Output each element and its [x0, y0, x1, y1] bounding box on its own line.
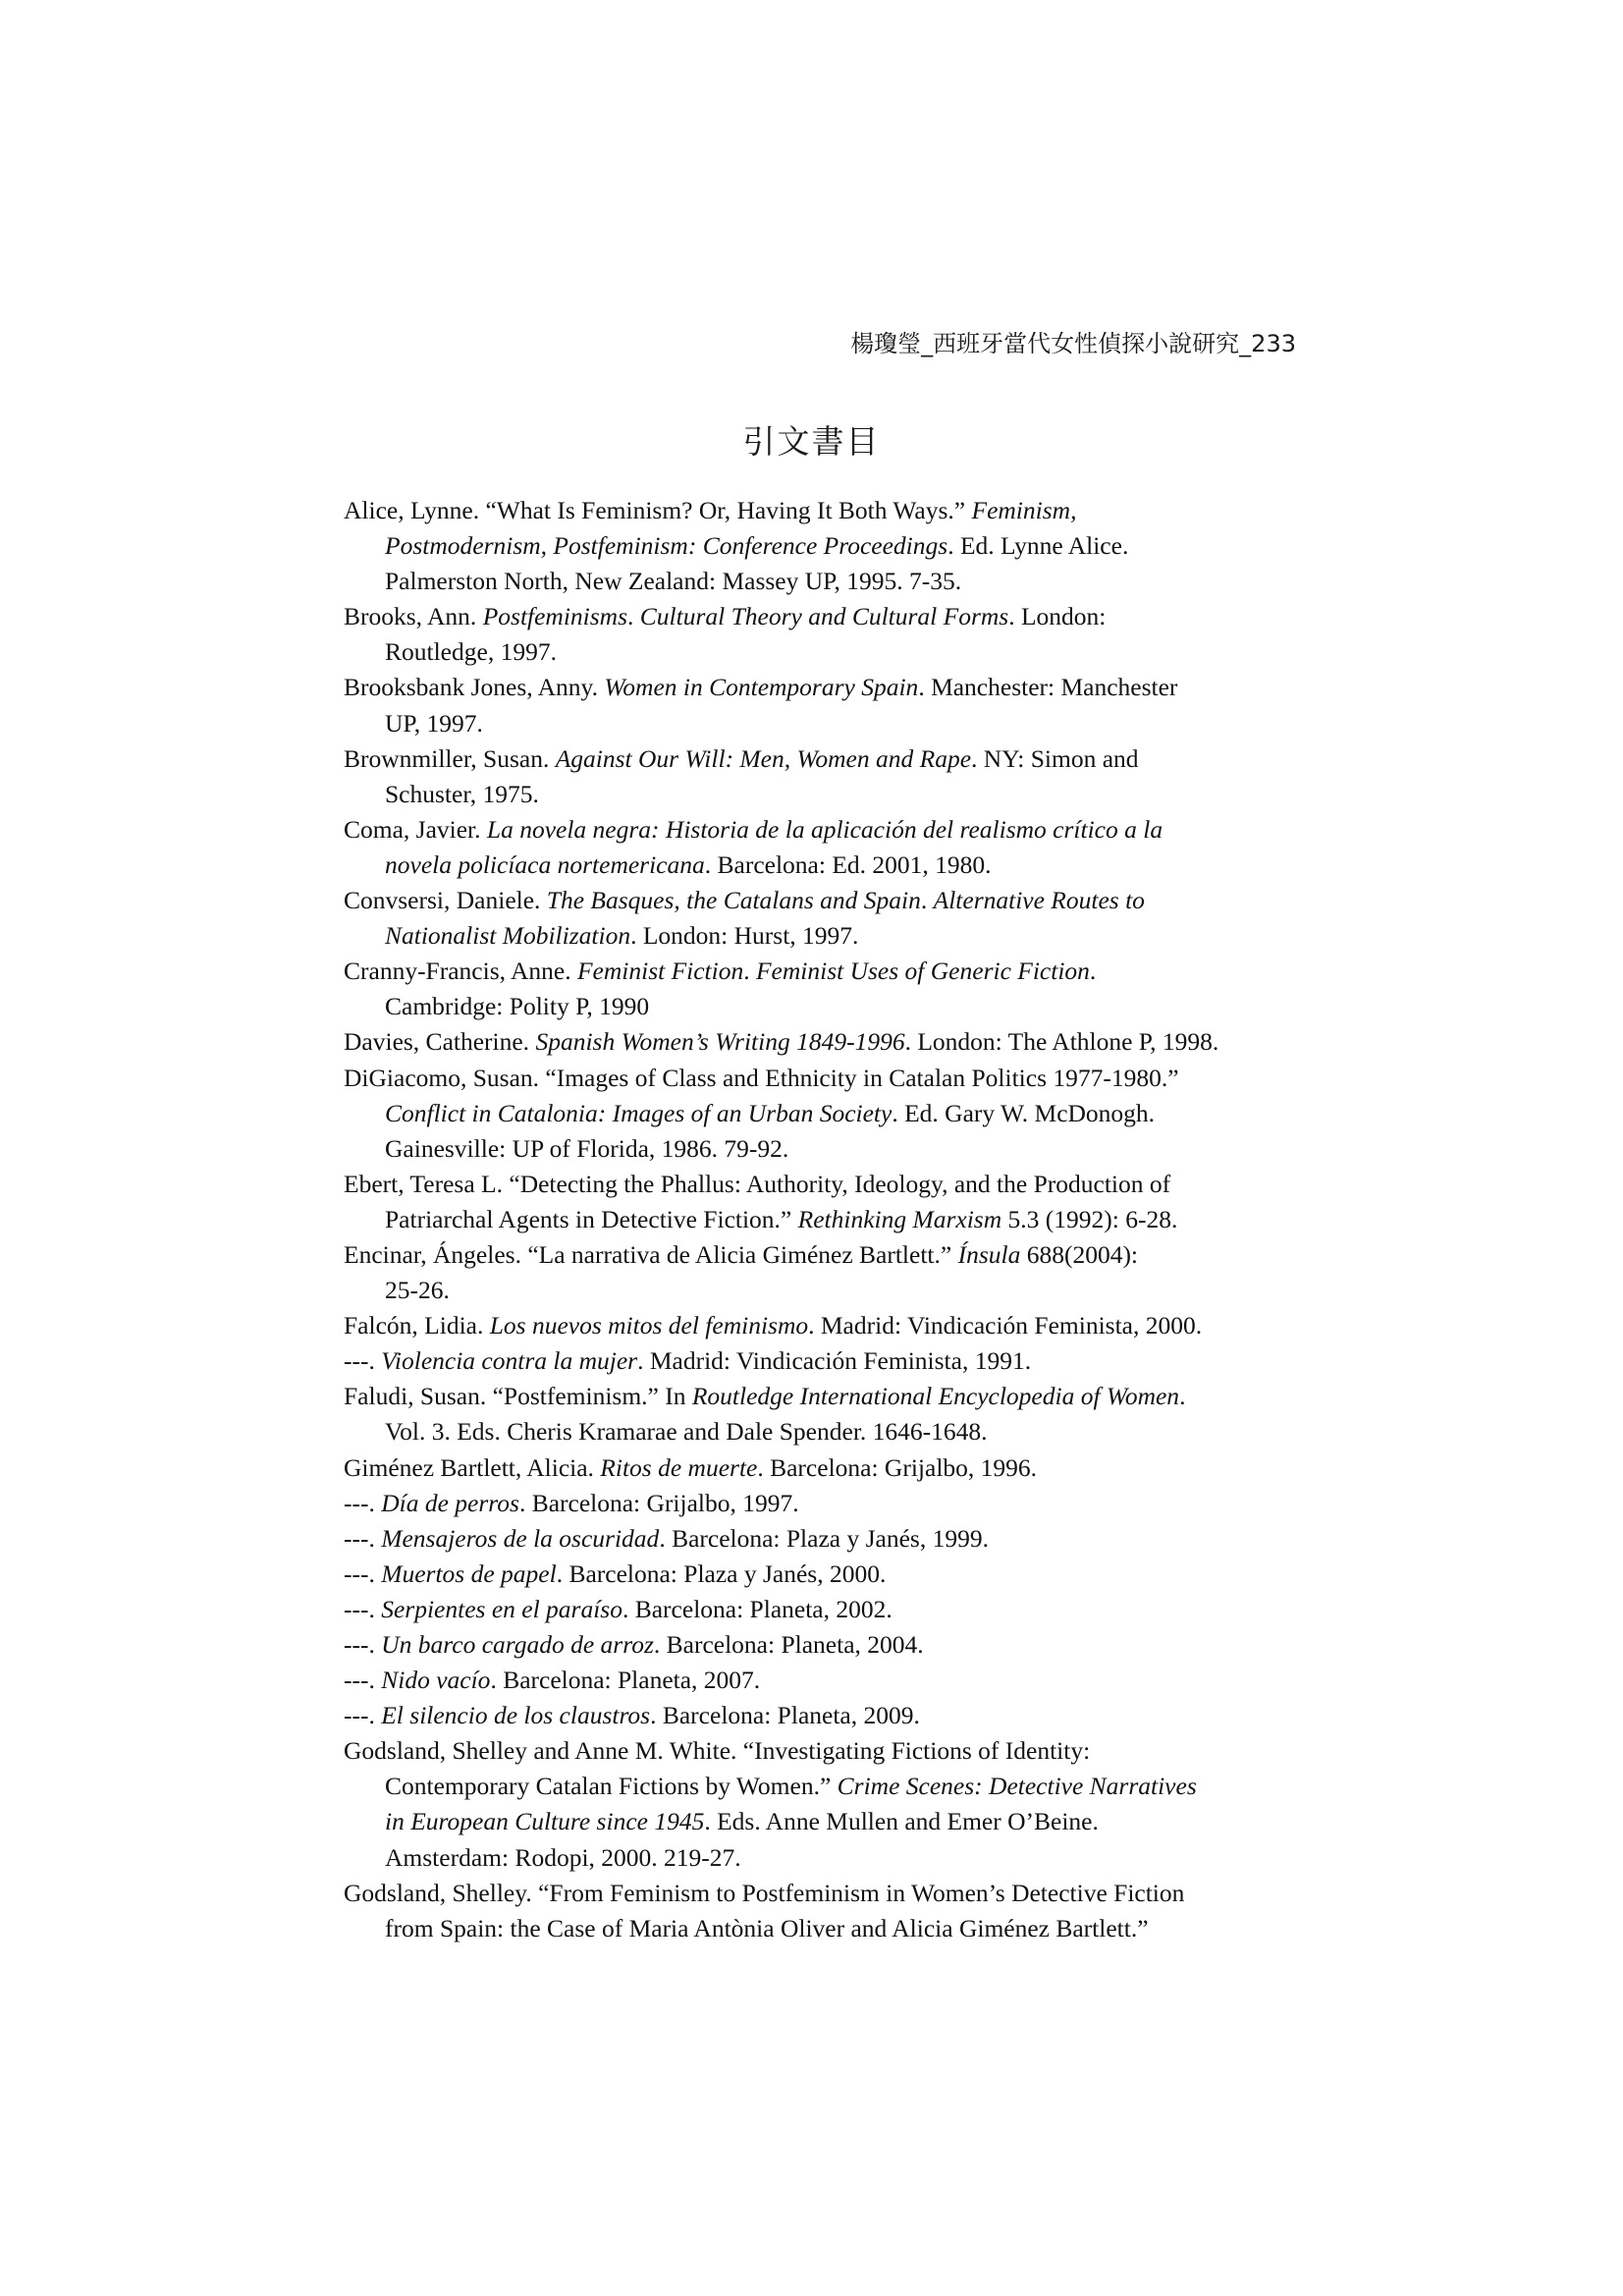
- citation-text: Alice, Lynne. “What Is Feminism? Or, Having It Both Ways.”: [344, 496, 972, 524]
- bibliography-entry: [344, 599, 1291, 670]
- citation-text: Palmerston North, New Zealand: Massey UP, 1995. 7-35.: [385, 567, 962, 596]
- citation-text: . Barcelona: Planeta, 2009.: [650, 1701, 920, 1730]
- citation-text: Godsland, Shelley. “From Feminism to Postfeminism in Women’s Detective Fiction: [344, 1878, 1185, 1907]
- entry-line: [344, 744, 1139, 773]
- italic-title-text: Alternative Routes to: [933, 886, 1145, 915]
- bibliography-entry: [344, 1627, 1291, 1663]
- italic-title-text: Crime Scenes: Detective Narratives: [837, 1772, 1197, 1801]
- entry-line: [344, 1879, 1184, 1907]
- bibliography-entry: [344, 1876, 1291, 1946]
- italic-title-text: Postmodernism, Postfeminism: Conference Proceedings: [385, 531, 948, 561]
- bibliography-entry: [344, 670, 1291, 740]
- citation-text: 5.3 (1992): 6-28.: [1001, 1204, 1178, 1233]
- bibliography-entry: [344, 883, 1291, 954]
- italic-title-text: Ínsula: [957, 1239, 1021, 1269]
- italic-title-text: Nationalist Mobilization: [385, 921, 631, 951]
- entry-line: [385, 1807, 1099, 1835]
- entry-line: [385, 1914, 1149, 1942]
- bibliography-entry: [344, 1698, 1291, 1733]
- italic-title-text: The Basques, the Catalans and Spain: [546, 886, 921, 915]
- entry-line: [344, 1489, 799, 1517]
- entry-line: [344, 1736, 1090, 1765]
- italic-title-text: Rethinking Marxism: [797, 1204, 1002, 1233]
- entry-line: [385, 1134, 788, 1163]
- entry-line: [385, 1417, 988, 1446]
- italic-title-text: Routledge International Encyclopedia of Women: [691, 1382, 1180, 1411]
- italic-title-text: Un barco cargado de arroz: [381, 1630, 654, 1659]
- entry-line: [385, 1772, 1197, 1800]
- citation-text: Falcón, Lidia.: [344, 1311, 490, 1340]
- citation-text: . London: Hurst, 1997.: [630, 921, 859, 951]
- citation-text: . London: The Athlone P, 1998.: [904, 1027, 1219, 1057]
- italic-title-text: Muertos de papel: [381, 1558, 557, 1588]
- citation-text: 688(2004):: [1020, 1239, 1139, 1269]
- citation-text: Brownmiller, Susan.: [344, 743, 556, 773]
- entry-line: [344, 1064, 1179, 1092]
- bibliography-entry: [344, 1167, 1291, 1237]
- entry-line: [385, 637, 557, 666]
- bibliography-entry: [344, 812, 1291, 883]
- citation-text: Schuster, 1975.: [385, 779, 539, 808]
- citation-text: Amsterdam: Rodopi, 2000. 219-27.: [385, 1842, 741, 1872]
- entry-line: [385, 780, 539, 808]
- entry-line: [385, 992, 649, 1020]
- bibliography-entry: [344, 954, 1291, 1024]
- citation-text: . Madrid: Vindicación Feminista, 1991.: [637, 1346, 1032, 1376]
- citation-text: . Barcelona: Plaza y Janés, 1999.: [659, 1523, 989, 1553]
- citation-text: Brooksbank Jones, Anny.: [344, 673, 605, 702]
- citation-text: .: [743, 957, 756, 986]
- italic-title-text: Cultural Theory and Cultural Forms: [639, 602, 1009, 631]
- italic-title-text: Nido vacío: [381, 1666, 491, 1695]
- citation-text: . Barcelona: Ed. 2001, 1980.: [704, 849, 992, 879]
- citation-text: . Manchester: Manchester: [918, 673, 1178, 702]
- entry-line: [344, 673, 1177, 701]
- entry-line: [344, 602, 1106, 630]
- italic-title-text: Women in Contemporary Spain: [604, 673, 919, 702]
- italic-title-text: Feminist Uses of Generic Fiction: [755, 957, 1090, 986]
- bibliography-entry: [344, 1379, 1291, 1449]
- citation-text: .: [1089, 957, 1097, 986]
- italic-title-text: Feminism,: [971, 496, 1077, 524]
- citation-text: from Spain: the Case of Maria Antònia Oliver and Alicia Giménez Bartlett.”: [385, 1913, 1149, 1942]
- entry-line: [344, 1346, 1031, 1375]
- citation-text: . Ed. Lynne Alice.: [947, 531, 1129, 561]
- citation-text: Vol. 3. Eds. Cheris Kramarae and Dale Spender. 1646-1648.: [385, 1417, 988, 1447]
- citation-text: . Barcelona: Grijalbo, 1996.: [757, 1452, 1038, 1482]
- citation-text: ---.: [344, 1558, 382, 1588]
- citation-text: Faludi, Susan. “Postfeminism.” In: [344, 1382, 692, 1411]
- italic-title-text: Feminist Fiction: [576, 957, 744, 986]
- entry-line: [385, 1276, 450, 1304]
- entry-line: [344, 1595, 893, 1623]
- citation-text: ---.: [344, 1701, 382, 1730]
- entry-line: [344, 1382, 1185, 1410]
- citation-text: .: [627, 602, 640, 631]
- bibliography-entry: [344, 1521, 1291, 1557]
- bibliography-entry: [344, 1486, 1291, 1521]
- bibliography-list: [344, 493, 1291, 1946]
- citation-text: . Ed. Gary W. McDonogh.: [892, 1098, 1156, 1127]
- entry-line: [344, 1170, 1170, 1198]
- italic-title-text: novela policíaca nortemericana: [385, 849, 705, 879]
- bibliography-entry: [344, 493, 1291, 599]
- italic-title-text: Mensajeros de la oscuridad: [381, 1523, 660, 1553]
- italic-title-text: Violencia contra la mujer: [381, 1346, 638, 1376]
- entry-line: [344, 1559, 886, 1588]
- entry-line: [344, 886, 1145, 914]
- bibliography-entry: [344, 741, 1291, 812]
- citation-text: Patriarchal Agents in Detective Fiction.”: [385, 1204, 798, 1233]
- page-title: 引文書目: [742, 422, 881, 461]
- citation-text: .: [920, 886, 934, 915]
- bibliography-entry: [344, 1733, 1291, 1875]
- citation-text: UP, 1997.: [385, 708, 483, 738]
- entry-line: [385, 1843, 741, 1872]
- italic-title-text: Ritos de muerte: [600, 1452, 758, 1482]
- citation-text: Encinar, Ángeles. “La narrativa de Alicia Giménez Bartlett.”: [344, 1239, 958, 1269]
- italic-title-text: Serpientes en el paraíso: [381, 1594, 622, 1623]
- italic-title-text: Postfeminisms: [482, 602, 628, 631]
- entry-line: [385, 567, 961, 595]
- entry-line: [344, 496, 1076, 524]
- italic-title-text: Día de perros: [381, 1488, 519, 1517]
- citation-text: Giménez Bartlett, Alicia.: [344, 1452, 601, 1482]
- entry-line: [344, 1311, 1202, 1339]
- citation-text: Davies, Catherine.: [344, 1027, 536, 1057]
- entry-line: [344, 1701, 920, 1729]
- citation-text: . Barcelona: Plaza y Janés, 2000.: [556, 1558, 887, 1588]
- italic-title-text: Against Our Will: Men, Women and Rape: [555, 743, 972, 773]
- citation-text: Cranny-Francis, Anne.: [344, 957, 577, 986]
- citation-text: ---.: [344, 1523, 382, 1553]
- italic-title-text: Conflict in Catalonia: Images of an Urban Society: [385, 1098, 893, 1127]
- citation-text: ---.: [344, 1346, 382, 1376]
- entry-line: [385, 709, 483, 738]
- bibliography-entry: [344, 1450, 1291, 1486]
- entry-line: [344, 1666, 760, 1694]
- citation-text: ---.: [344, 1488, 382, 1517]
- bibliography-entry: [344, 1557, 1291, 1592]
- entry-line: [344, 957, 1096, 985]
- citation-text: Ebert, Teresa L. “Detecting the Phallus: Authority, Ideology, and the Production of: [344, 1169, 1171, 1198]
- entry-line: [385, 1099, 1155, 1127]
- citation-text: .: [1179, 1382, 1186, 1411]
- entry-line: [344, 1630, 924, 1659]
- citation-text: Brooks, Ann.: [344, 602, 483, 631]
- bibliography-entry: [344, 1061, 1291, 1167]
- citation-text: Gainesville: UP of Florida, 1986. 79-92.: [385, 1133, 789, 1163]
- citation-text: Godsland, Shelley and Anne M. White. “Investigating Fictions of Identity:: [344, 1736, 1091, 1766]
- entry-line: [344, 815, 1163, 844]
- citation-text: ---.: [344, 1594, 382, 1623]
- bibliography-entry: [344, 1663, 1291, 1698]
- entry-line: [385, 850, 992, 879]
- citation-text: 25-26.: [385, 1276, 450, 1305]
- citation-text: Routledge, 1997.: [385, 637, 557, 667]
- citation-text: Coma, Javier.: [344, 814, 487, 844]
- entry-line: [344, 1240, 1138, 1269]
- italic-title-text: La novela negra: Historia de la aplicación del realismo crítico a la: [486, 814, 1163, 844]
- citation-text: . Madrid: Vindicación Feminista, 2000.: [808, 1311, 1203, 1340]
- entry-line: [385, 921, 858, 950]
- bibliography-entry: [344, 1592, 1291, 1627]
- citation-text: ---.: [344, 1630, 382, 1659]
- entry-line: [344, 1524, 989, 1553]
- bibliography-entry: [344, 1343, 1291, 1379]
- italic-title-text: El silencio de los claustros: [381, 1701, 651, 1730]
- citation-text: . Eds. Anne Mullen and Emer O’Beine.: [704, 1807, 1099, 1836]
- citation-text: . London:: [1008, 602, 1107, 631]
- running-head: 楊瓊瑩_西班牙當代女性偵探小說研究_233: [850, 330, 1296, 357]
- citation-text: . Barcelona: Planeta, 2002.: [622, 1594, 893, 1623]
- italic-title-text: Los nuevos mitos del feminismo: [489, 1311, 809, 1340]
- citation-text: . Barcelona: Planeta, 2007.: [490, 1666, 761, 1695]
- citation-text: Convsersi, Daniele.: [344, 886, 547, 915]
- citation-text: . NY: Simon and: [971, 743, 1139, 773]
- citation-text: Cambridge: Polity P, 1990: [385, 992, 650, 1021]
- citation-text: . Barcelona: Grijalbo, 1997.: [518, 1488, 799, 1517]
- bibliography-entry: [344, 1024, 1291, 1060]
- citation-text: DiGiacomo, Susan. “Images of Class and Ethnicity in Catalan Politics 1977-1980.”: [344, 1063, 1179, 1092]
- citation-text: Contemporary Catalan Fictions by Women.”: [385, 1772, 838, 1801]
- citation-text: . Barcelona: Planeta, 2004.: [653, 1630, 924, 1659]
- bibliography-entry: [344, 1237, 1291, 1308]
- citation-text: ---.: [344, 1666, 382, 1695]
- entry-line: [385, 531, 1128, 560]
- italic-title-text: Spanish Women’s Writing 1849-1996: [535, 1027, 905, 1057]
- entry-line: [344, 1453, 1037, 1482]
- entry-line: [385, 1205, 1177, 1233]
- italic-title-text: in European Culture since 1945: [385, 1807, 705, 1836]
- entry-line: [344, 1027, 1218, 1056]
- bibliography-entry: [344, 1308, 1291, 1343]
